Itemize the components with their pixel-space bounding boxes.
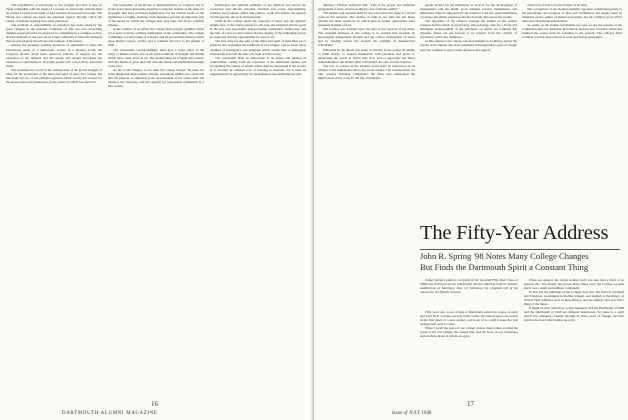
paragraph: The contemporary world is the battleground of the global struggle of ideas for the possession of the mind and spirit of man. The college and university are two of the principal agencies which society has created for the preservation and furtherance of the values by which free men live. xyxy=(6,67,102,84)
paragraph: liberties." Thomas Jefferson said, "This is the proper and sufficient antagonism to error, and has nothing to fear from the conflict." xyxy=(318,3,415,12)
left-page-footer: DARTMOUTH ALUMNI MAGAZINE xyxy=(62,411,158,416)
paragraph: As surely as the Indian and Puritan are ours, so are the lessons of the Commonwealth, the American Revolution, and the idea of liberty which has inspired the nation from its founding to the present. The colleges must continue to teach these lessons to each succeeding generation. xyxy=(522,23,622,40)
paragraph: The curriculum must be democratic in its nature and method of achievement, calling forth the capacities of the individual student and recognizing the variety of talents which must be developed if the society is to flourish. A common core of learning is essential, but it must be supplemented by opportunity for specialization and individual growth. xyxy=(210,55,306,76)
paragraph: In the conduct of its affairs the college must possess qualities which set it apart from the ordinary institutions of the community. The college community is a fellowship of scholars, and its government must be based upon mutual respect, candor, and a common devotion to the pursuit of truth. xyxy=(108,27,204,48)
right-page-footer: Issue of JULY 1948 xyxy=(392,411,432,416)
paragraph: Intellectual and spiritual synthesis of the physical and moral, the vocational and liberal, personal freedom and social responsibility, stability and progress, ethics and politics, work and leisure, the general and the special, the local and universal. xyxy=(210,3,306,20)
paragraph: Education in the liberal arts seeks to develop in the young the ability to think clearly, to express themselves with precision and grace, to understand the world in which they live, and to appreciate the finest achievements of the human spirit in literature, the arts, and the sciences. xyxy=(318,47,415,64)
left-page-column-1 xyxy=(6,3,102,400)
article-body-column-2 xyxy=(524,278,624,410)
paragraph: Truth in the college needs the selection of ideas and the spiritual significance of the whole person for the true, the beautiful and the good in the free and responsible self-governing community. Democracy and the idea of a free society require that the dignity of the individual person be respected and that opportunities be open to all. xyxy=(210,19,306,40)
left-page-column-2 xyxy=(108,3,204,400)
paragraph: The problem of responsibility in education has been raised by the great changes in the material conditions of life. An ever increasing number of persons must be prepared for citizenship in a complex society, and the methods of the past are no longer sufficient to meet the demands that are placed upon the schools and colleges of the nation. xyxy=(6,23,102,44)
right-page-number: 17 xyxy=(467,400,474,408)
paragraph: of the Son of God to be the brother of all men. xyxy=(527,3,588,7)
intro-paragraph: Judge Spring's address in behalf of the honored Fifty-Year Class of 1898 was delivered at the Dartmouth Alumni Meeting held in Webster Auditorium on Saturday, June 12, following the complete roll of the classes for the fiftieth reunion. xyxy=(420,278,518,295)
right-page-column-1 xyxy=(318,3,415,400)
article-subtitle-line-2: But Finds the Dartmouth Spirit a Constant Thing xyxy=(420,262,589,272)
paragraph: In this endeavor the college can find strength in its history and in the loyalty of its alumni, who have sustained it through many years of change and who continue to give it their devotion and support. xyxy=(420,39,517,52)
paragraph: When I recall the years of our college course, there comes to mind the scene of the old campus, the chapel bell, and the faces of our classmates and teachers, many of whom are gone. xyxy=(420,326,518,339)
article-intro-note xyxy=(420,278,518,294)
paragraph: pupils studied for the humanities as well as for the development of engagement with the public good. Modern science, mathematics and humanities must be supported by the balance of the two great institutions of private and public education and the diversity that serves the people. xyxy=(420,3,517,20)
left-page-number: 16 xyxy=(151,400,158,408)
paragraph: Our country was founded upon the idea of the freedom of the mind. The essential business of the college is to nourish that freedom by encouraging independent thought and the critical examination of ideas, and by holding before the student the example of disinterested scholarship. xyxy=(318,27,415,48)
paragraph: The transmission of knowledge to the younger and how it may be made compatible with the needs of a society of democratic citizens must be carried forward in the light of past tradition and present necessity. The liberal arts college has been the principal agency through which the values of humane learning have been preserved. xyxy=(6,3,102,24)
article-subtitle-line-1: John R. Spring '98 Notes Many College Changes xyxy=(420,251,589,261)
paragraph: Fifty years ago, we in college at Dartmouth ended our course of study and went forth to make our way in the world. We entered upon our careers in the first dawn of a new century, and none of us could foresee the vast changes that were to come. xyxy=(420,310,518,327)
left-page-column-3 xyxy=(210,3,306,400)
article-title: The Fifty-Year Address xyxy=(420,222,609,244)
paragraph: In that day the buildings of the College were few. We lived in old Reed and Thornton, worshipped in Rollins Chapel, and studied in the library of Wilson Hall. Athletics were in their infancy, and the Outing Club was still a thing of the future. xyxy=(524,290,624,307)
paragraph: The first duty for the sake of the mind and spirit of man must be to preserve and strengthen the traditions of free inquiry, and to foster those qualities of intelligence and judgment which enable men to distinguish between the true and the false, the right and the wrong. xyxy=(210,39,306,56)
paragraph: It might be said, with more or less assurance, that the Dartmouth of 1898 and the Dartmouth of 1948 are different institutions. Yet there is a spirit which has remained constant through all these years of change, and that spirit is the bond which unites us today. xyxy=(524,306,624,323)
paragraph: The curriculum, correspondingly, must give a larger place to the study of human society and of the great traditions of thought and feeling which have come down to us. The student must be brought into contact with the minds of great men and with the moral and intellectual heritage of the race. xyxy=(108,47,204,68)
paragraph: The discipline of the sciences through the studies of the natural sciences and the fields of psychology and sociology calls for a broad and intelligent understanding of the principles on which our common life depends. These are the lessons to be learned from the century of experience which lies behind us. xyxy=(420,19,517,40)
paragraph: Among the presently feasible measures of adjustment to meet the educational needs of a democratic society in a modern world, the Congress should adopt more generous policies of support for the education of the talented and the needy, and should encourage the extension of opportunity to all young people who can profit by advanced study. xyxy=(6,43,102,68)
right-page-column-2 xyxy=(420,3,517,215)
paragraph: As the world changes, so too must the college change. Yet there are some things that must remain constant, and among them is the conviction that the purpose of education is the development of the whole man: his intellect, his character, and his capacity for responsible citizenship in a free society. xyxy=(108,67,204,88)
article-body-column-1 xyxy=(420,310,518,410)
paragraph: The leadership of the House of Representatives of Congress has in recent years given increasing attention to national defense as the basis for programs that have profound significance for the critical needs of the institutions of higher learning. Such measures provide an important part of the means by which the colleges may play their role in the common defense. xyxy=(108,3,204,28)
paragraph: The human soul sustains itself by the conviction that there is a moral order in the universe. The decline of faith in our time has left many without the inner resources by which men in former generations were sustained in times of trial. xyxy=(318,11,415,28)
paragraph: When we entered, the whole student body was less than a third of its present size. The faculty has grown many times over; the College we then knew was a small and intimate community. xyxy=(524,278,624,291)
paragraph: The conceptions of the modern scientific age have contributed greatly to the knowledge and progress of man and civilization, but deeply need an emphasis on the values of human personality and the common good which transcend all material achievement. xyxy=(522,7,622,24)
fifty-year-address-article xyxy=(420,221,626,411)
title-rule xyxy=(420,249,620,250)
paragraph: The role of science in the modern world must be understood in its relation to the humanities and to the social studies. The scientist must not only possess technical competence but must also understand the implications of his work for the life of mankind. xyxy=(318,63,415,80)
right-page-column-3 xyxy=(522,3,622,215)
